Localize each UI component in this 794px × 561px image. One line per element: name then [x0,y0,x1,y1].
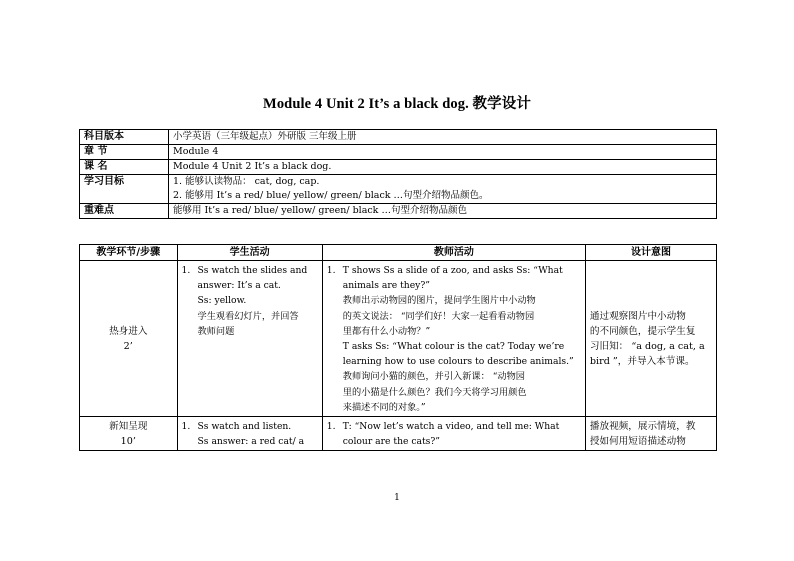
text-line: T: “Now let’s watch a video, and tell me: What [342,421,560,433]
text-line: 教师询问小猫的颜色，并引入新课： “动物园 [342,371,525,383]
design-purpose-cell [585,417,716,451]
text-line: 的不同颜色，提示学生复 [589,325,696,337]
text-line: 通过观察图片中小动物 [589,310,686,322]
page-number: 1 [394,493,400,503]
info-value-line: Module 4 Unit 2 It’s a black dog. [173,161,332,172]
text-line: 习旧知： “a dog, a cat, a [589,341,705,353]
item-number: 1. [326,421,336,433]
text-line: 教师问题 [197,325,235,337]
text-line: Ss answer: a red cat/ a [197,436,305,448]
item-text [343,419,581,449]
text-line: T asks Ss: “What colour is the cat? Today we’re [342,341,565,353]
student-activity-cell [177,417,322,451]
text-line: 学生观看幻灯片，并回答 [197,310,299,322]
info-value-line: 2. 能够用 It’s a red/ blue/ yellow/ green/ black …句型介绍物品颜色。 [173,190,489,201]
text-line: 教师出示动物园的图片，提问学生图片中小动物 [342,295,536,307]
info-value-line: 小学英语（三年级起点）外研版 三年级上册 [173,131,357,142]
text-line: Ss watch the slides and [197,265,308,276]
step-name: 热身进入 [109,325,148,337]
text-line: bird ”，并导入本节课。 [589,356,695,368]
teaching-process-table [79,244,717,451]
item-text [198,263,318,339]
text-line: learning how to use colours to describe animals.” [342,356,574,368]
text-line: answer: It’s a cat. [197,280,281,292]
step-name: 新知呈现 [109,421,148,433]
text-line: 来描述不同的对象。” [342,401,426,413]
teacher-activity-cell [322,417,585,451]
step-cell [80,417,178,451]
page-title: Module 4 Unit 2 It’s a black dog. 教学设计 [263,96,531,112]
item-text [343,263,581,415]
info-row-subject [80,130,717,145]
item-number: 1. [326,265,336,276]
list-item [327,419,581,449]
step-time: 2’ [123,341,133,353]
student-activity-cell [177,261,322,417]
header-design-purpose: 设计意图 [585,245,716,261]
table-row [80,261,717,417]
text-line: Ss watch and listen. [197,421,292,433]
info-value [169,175,717,204]
list-item [182,263,318,339]
text-line: 播放视频，展示情境，教 [589,421,696,433]
info-row-objectives [80,175,717,204]
list-item [182,419,318,449]
info-value-line: 能够用 It’s a red/ blue/ yellow/ green/ black …句型介绍物品颜色 [173,205,467,216]
info-value [169,160,717,175]
table-row [80,417,717,451]
design-purpose-cell [585,261,716,417]
item-number: 1. [181,265,191,276]
info-label: 重难点 [80,204,169,219]
info-row-chapter [80,145,717,160]
text-line: colour are the cats?” [342,436,441,448]
course-info-table [79,129,717,219]
text-line: 里都有什么小动物？” [342,325,431,337]
text-line: animals are they?” [342,280,430,292]
item-text [198,419,318,449]
header-student-activity: 学生活动 [177,245,322,261]
step-time: 10’ [120,436,136,448]
info-value [169,204,717,219]
list-item [327,263,581,415]
header-teacher-activity: 教师活动 [322,245,585,261]
text-line: 授如何用短语描述动物 [589,436,686,448]
info-label: 学习目标 [80,175,169,204]
info-label: 章 节 [80,145,169,160]
step-cell [80,261,178,417]
info-label: 课 名 [80,160,169,175]
info-value-line: 1. 能够认读物品： cat, dog, cap. [173,176,320,187]
item-number: 1. [181,421,191,433]
info-value [169,130,717,145]
header-step: 教学环节/步骤 [80,245,178,261]
text-line: Ss: yellow. [197,295,247,307]
text-line: T shows Ss a slide of a zoo, and asks Ss: “What [342,265,563,276]
info-row-lesson [80,160,717,175]
table-header-row [80,245,717,261]
teacher-activity-cell [322,261,585,417]
text-line: 里的小猫是什么颜色？我们今天将学习用颜色 [342,386,527,398]
info-value-line: Module 4 [173,146,219,157]
info-label: 科目版本 [80,130,169,145]
text-line: 的英文说法： “同学们好！大家一起看看动物园 [342,310,535,322]
info-row-key-points [80,204,717,219]
info-value [169,145,717,160]
